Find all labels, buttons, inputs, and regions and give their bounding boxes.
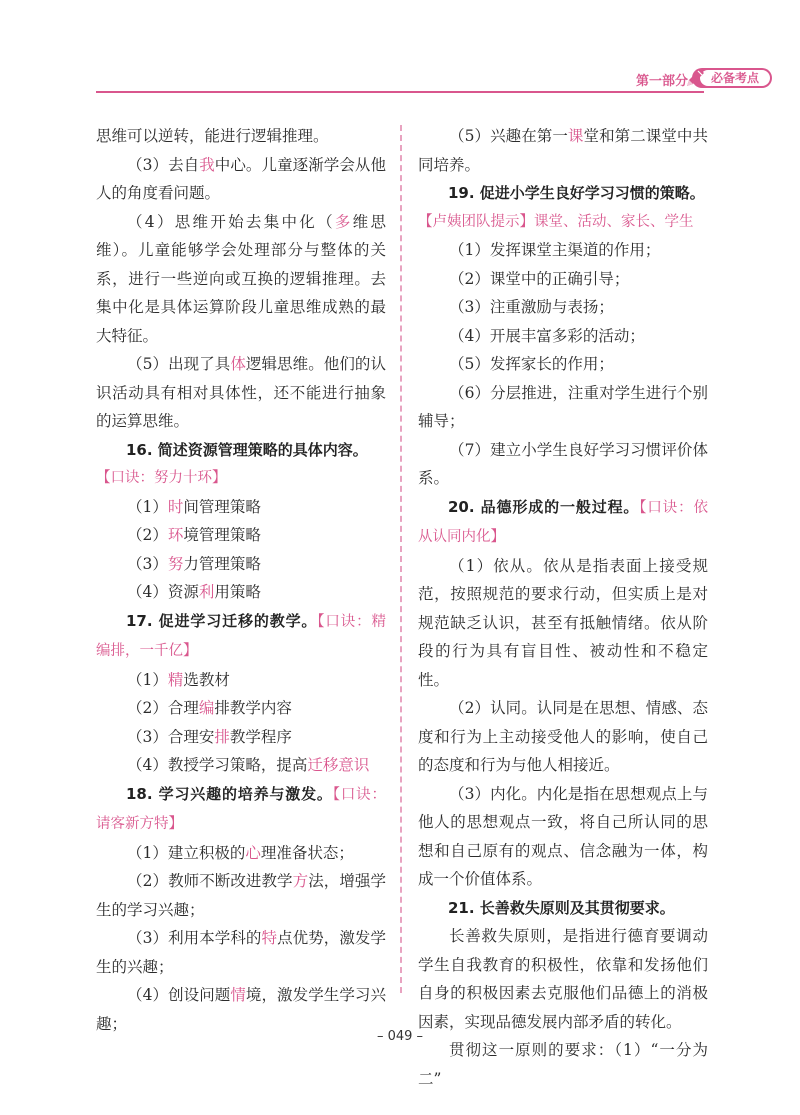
paragraph: （2）认同。认同是在思想、情感、态度和行为上主动接受他人的影响，使自己的态度和行为与他人相接近。 xyxy=(418,699,708,774)
list-item: （3）合理安排教学程序 xyxy=(127,727,292,746)
list-item: （4）教授学习策略，提高迁移意识 xyxy=(127,756,370,774)
paragraph: （1）依从。依从是指表面上接受规范，按照规范的要求行动，但实质上是对规范缺乏认识，甚至有抵触情绪。依从阶段的行为具有盲目性、被动性和不稳定性。 xyxy=(418,556,708,689)
paragraph: （3）去自我中心。儿童逐渐学会从他人的角度看问题。 xyxy=(96,155,386,202)
header-rule xyxy=(96,91,704,93)
mnemonic-tip: 【口诀：请客新方特】 xyxy=(96,786,387,832)
paragraph: （5）出现了具体逻辑思维。他们的认识活动具有相对具体性，还不能进行抽象的运算思维。 xyxy=(96,355,386,430)
list-item: （3）利用本学科的特点优势，激发学生的兴趣； xyxy=(96,929,386,976)
list-item: （3）注重激励与表扬； xyxy=(449,298,614,316)
question-heading-19: 19. 促进小学生良好学习习惯的策略。 xyxy=(448,184,705,202)
question-heading-18: 18. 学习兴趣的培养与激发。【口诀：请客新方特】 xyxy=(96,784,387,832)
mnemonic-tip: 【口诀：依从认同内化】 xyxy=(418,499,709,545)
list-item: （5）兴趣在第一课堂和第二课堂中共同培养。 xyxy=(418,127,708,174)
question-heading-17: 17. 促进学习迁移的教学。【口诀：精编排，一千亿】 xyxy=(96,611,387,659)
left-column xyxy=(96,122,386,1038)
list-item: （4）资源利用策略 xyxy=(127,583,261,601)
list-item: （1）建立积极的心理准备状态； xyxy=(127,843,354,862)
list-item: （4）开展丰富多彩的活动； xyxy=(449,326,645,345)
paragraph: （3）内化。内化是指在思想观点上与他人的思想观点一致，将自己所认同的思想和自己原有的观点、信念融为一体，构成一个价值体系。 xyxy=(418,784,708,888)
paragraph: 思维可以逆转，能进行逻辑推理。 xyxy=(96,127,329,145)
mnemonic-tip: 【口诀：精编排，一千亿】 xyxy=(96,613,387,659)
column-divider xyxy=(400,125,402,993)
page-number: – 049 – xyxy=(376,1029,424,1044)
list-item: （2）合理编排教学内容 xyxy=(127,699,292,717)
list-item: （2）环境管理策略 xyxy=(127,526,261,544)
list-item: （6）分层推进，注重对学生进行个别辅导； xyxy=(418,383,708,430)
list-item: （1）精选教材 xyxy=(127,670,230,689)
section-part-label: 第一部分 xyxy=(635,74,688,89)
question-heading-16: 16. 简述资源管理策略的具体内容。 xyxy=(126,440,368,459)
right-column xyxy=(418,122,708,1093)
mnemonic-tip: 【口诀：努力十环】 xyxy=(96,470,227,486)
list-item: （1）发挥课堂主渠道的作用； xyxy=(449,241,661,259)
list-item: （7）建立小学生良好学习习惯评价体系。 xyxy=(418,440,708,487)
list-item: （1）时间管理策略 xyxy=(127,497,261,516)
list-item: （2）教师不断改进教学方法，增强学生的学习兴趣； xyxy=(96,872,386,919)
pencil-icon xyxy=(683,66,707,90)
paragraph: 贯彻这一原则的要求：（1）“一分为二” xyxy=(418,1041,708,1088)
paragraph: （4）思维开始去集中化（多维思维）。儿童能够学会处理部分与整体的关系，进行一些逆向或互换的逻辑推理。去集中化是具体运算阶段儿童思维成熟的最大特征。 xyxy=(96,212,386,345)
list-item: （4）创设问题情境，激发学生学习兴趣； xyxy=(96,986,386,1033)
paragraph: 长善救失原则，是指进行德育要调动学生自我教育的积极性，依靠和发扬他们自身的积极因素去克服他们品德上的消极因素，实现品德发展内部矛盾的转化。 xyxy=(418,927,708,1031)
list-item: （2）课堂中的正确引导； xyxy=(449,269,630,288)
section-badge-label: 必备考点 xyxy=(700,70,770,86)
question-heading-20: 20. 品德形成的一般过程。【口诀：依从认同内化】 xyxy=(418,497,709,545)
list-item: （5）发挥家长的作用； xyxy=(449,355,614,373)
question-heading-21: 21. 长善救失原则及其贯彻要求。 xyxy=(448,898,675,917)
team-tip: 【卢姨团队提示】课堂、活动、家长、学生 xyxy=(418,213,694,230)
list-item: （3）努力管理策略 xyxy=(127,554,261,573)
